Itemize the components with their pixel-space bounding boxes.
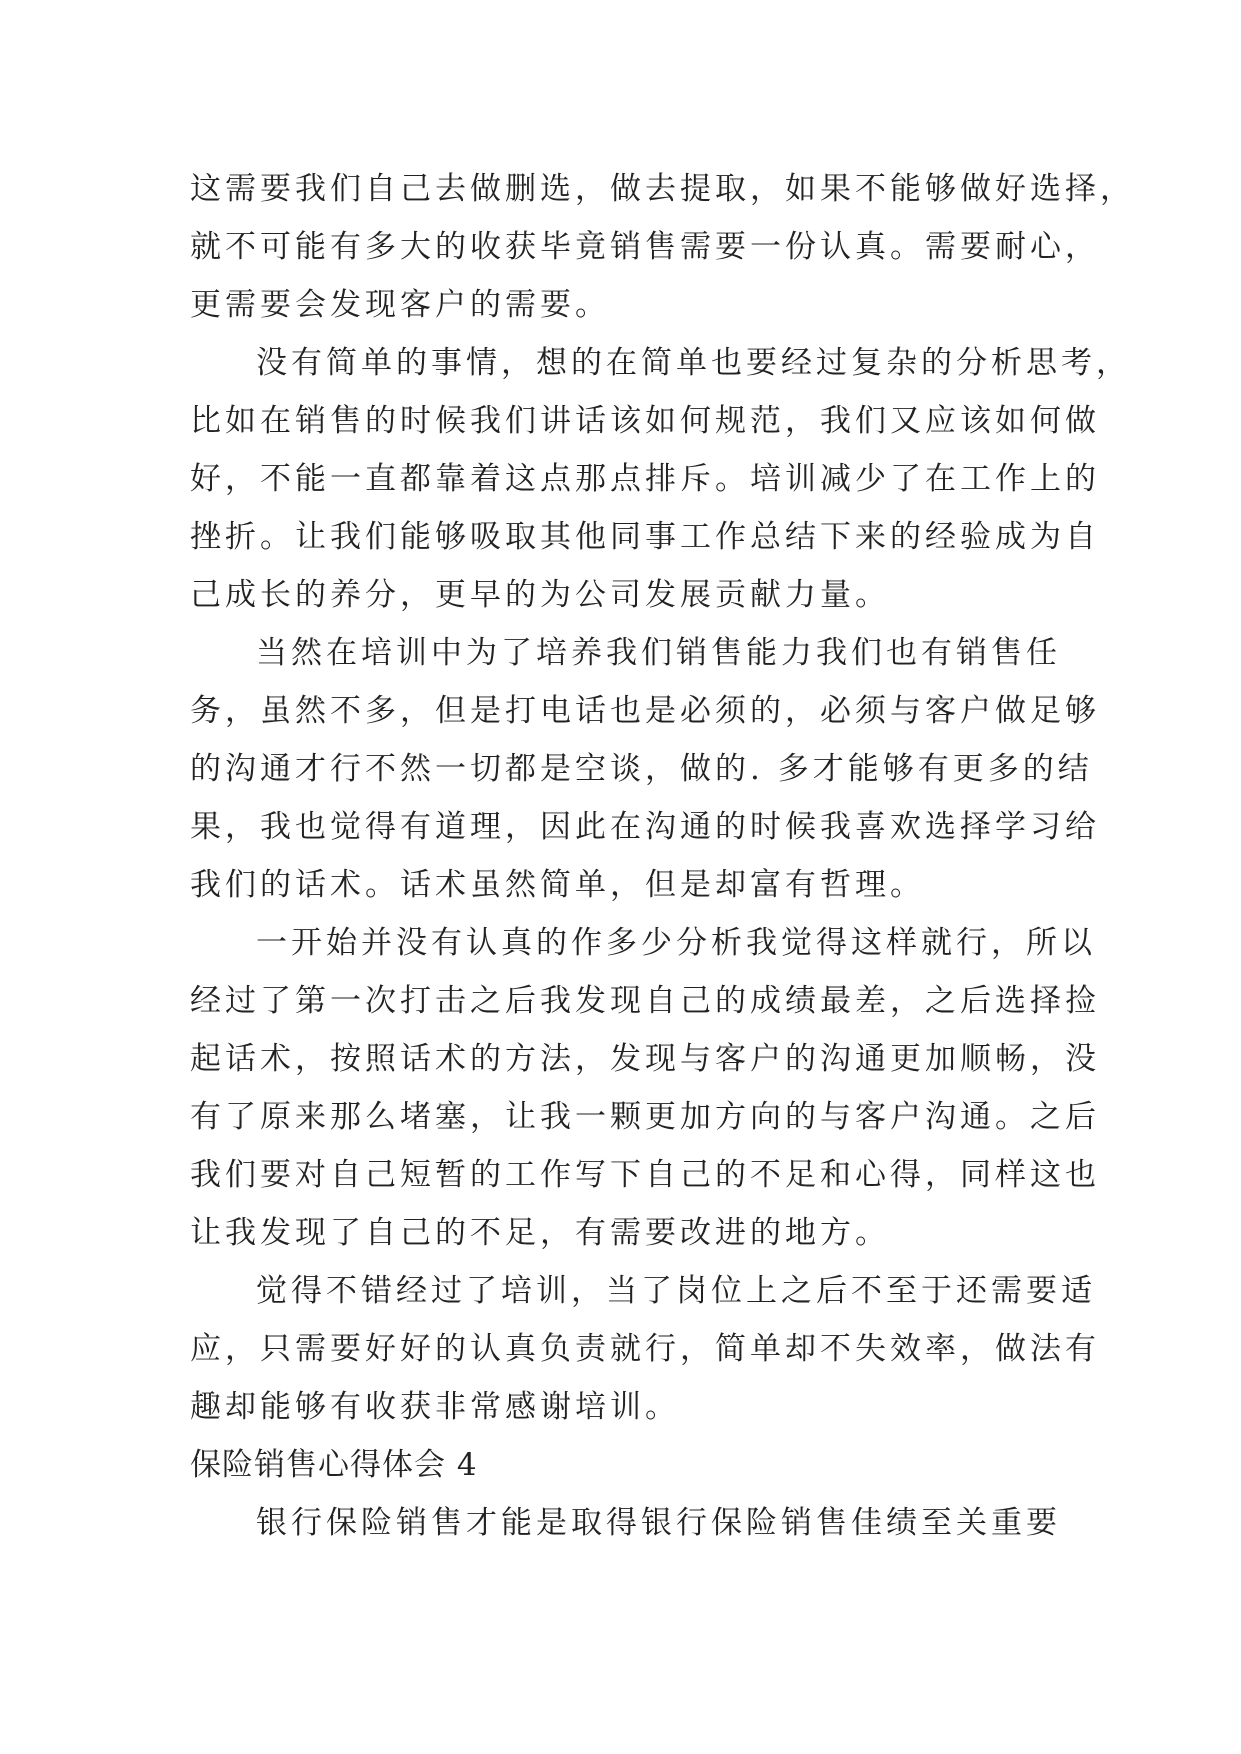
paragraph-line: 我们的话术。话术虽然简单，但是却富有哲理。: [190, 867, 925, 903]
paragraph-line: 的沟通才行不然一切都是空谈，做的. 多才能够有更多的结: [190, 751, 1093, 787]
paragraph-line: 挫折。让我们能够吸取其他同事工作总结下来的经验成为自: [190, 519, 1100, 555]
paragraph-line: 就不可能有多大的收获毕竟销售需要一份认真。需要耐心，: [190, 229, 1100, 265]
paragraph-line: 当然在培训中为了培养我们销售能力我们也有销售任: [256, 635, 1061, 671]
paragraph-line: 比如在销售的时候我们讲话该如何规范，我们又应该如何做: [190, 403, 1100, 439]
paragraph-line: 让我发现了自己的不足，有需要改进的地方。: [190, 1215, 890, 1251]
paragraph-line: 银行保险销售才能是取得银行保险销售佳绩至关重要: [256, 1505, 1061, 1541]
paragraph-line: 这需要我们自己去做删选，做去提取，如果不能够做好选择，: [190, 171, 1135, 207]
paragraph-line: 果，我也觉得有道理，因此在沟通的时候我喜欢选择学习给: [190, 809, 1100, 845]
paragraph-line: 应，只需要好好的认真负责就行，简单却不失效率，做法有: [190, 1331, 1100, 1367]
paragraph-line: 觉得不错经过了培训，当了岗位上之后不至于还需要适: [256, 1273, 1096, 1309]
paragraph-line: 更需要会发现客户的需要。: [190, 287, 610, 323]
paragraph-line: 我们要对自己短暂的工作写下自己的不足和心得，同样这也: [190, 1157, 1100, 1193]
paragraph-line: 趣却能够有收获非常感谢培训。: [190, 1389, 680, 1425]
section-heading: 保险销售心得体会 4: [190, 1447, 478, 1483]
paragraph-line: 好，不能一直都靠着这点那点排斥。培训减少了在工作上的: [190, 461, 1100, 497]
paragraph-line: 务，虽然不多，但是打电话也是必须的，必须与客户做足够: [190, 693, 1100, 729]
paragraph-line: 没有简单的事情，想的在简单也要经过复杂的分析思考，: [256, 345, 1131, 381]
document-body: [190, 160, 1135, 1552]
paragraph-line: 起话术，按照话术的方法，发现与客户的沟通更加顺畅，没: [190, 1041, 1100, 1077]
paragraph-line: 经过了第一次打击之后我发现自己的成绩最差，之后选择捡: [190, 983, 1100, 1019]
paragraph-line: 己成长的养分，更早的为公司发展贡献力量。: [190, 577, 890, 613]
paragraph-line: 有了原来那么堵塞，让我一颗更加方向的与客户沟通。之后: [190, 1099, 1100, 1135]
paragraph-line: 一开始并没有认真的作多少分析我觉得这样就行，所以: [256, 925, 1096, 961]
